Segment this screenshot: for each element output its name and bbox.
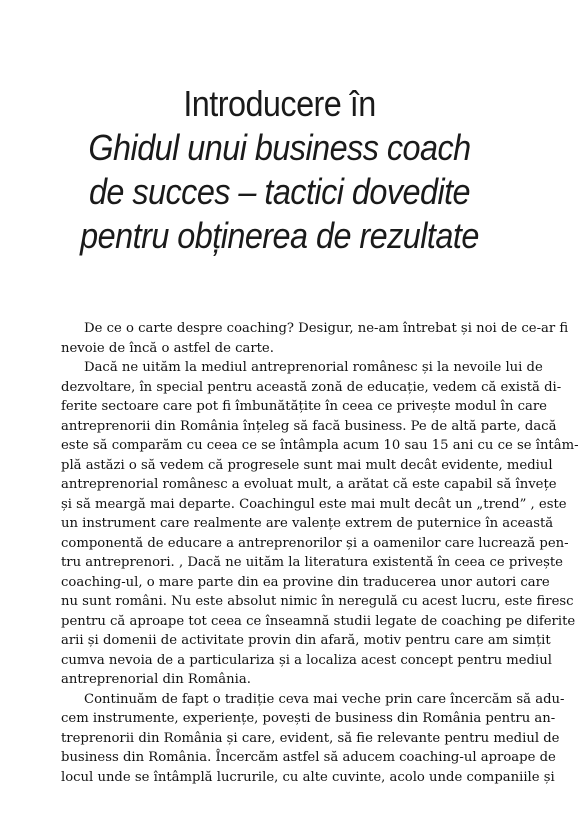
chapter-title-line-4: pentru obținerea de rezultate [80, 215, 479, 256]
paragraph-line: un instrument care realmente are valențe extrem de puternice în această [61, 516, 554, 531]
paragraph-line: arii și domenii de activitate provin din afară, motiv pentru care am simțit [61, 633, 551, 648]
paragraph-line: nevoie de încă o astfel de carte. [61, 340, 274, 356]
paragraph-line: treprenorii din România și care, evident, să fie relevante pentru mediul de [61, 730, 560, 746]
paragraph-line: De ce o carte despre coaching? Desigur, ne-am întrebat și noi de ce-ar fi [84, 321, 569, 336]
paragraph-line: Continuăm de fapt o tradiție ceva mai veche prin care încercăm să adu- [84, 691, 565, 707]
paragraph-line: coaching-ul, o mare parte din ea provine din traducerea unor autori care [61, 574, 550, 590]
paragraph-line: componentă de educare a antreprenorilor și a oamenilor care lucrează pen- [61, 535, 569, 551]
paragraph-line: cumva nevoia de a particulariza și a localiza acest concept pentru mediul [61, 652, 552, 668]
paragraph-line: plă astăzi o să vedem că progresele sunt mai mult decât evidente, mediul [61, 457, 553, 473]
paragraph-line: antreprenorii din România înțeleg să facă business. Pe de altă parte, dacă [61, 418, 557, 434]
body-text [61, 319, 579, 787]
paragraph-line: ferite sectoare care pot fi îmbunătățite în ceea ce privește modul în care [61, 399, 547, 414]
paragraph-line: antreprenorial din România. [61, 672, 251, 687]
paragraph-line: Dacă ne uităm la mediul antreprenorial românesc și la nevoile lui de [84, 360, 543, 375]
chapter-title [0, 82, 559, 258]
paragraph-line: este să comparăm cu ceea ce se întâmpla acum 10 sau 15 ani cu ce se întâm- [61, 438, 579, 453]
chapter-title-line-1: Introducere în [183, 83, 376, 124]
paragraph-line: dezvoltare, în special pentru această zonă de educație, vedem că există di- [61, 379, 562, 395]
chapter-title-line-2: Ghidul unui business coach [88, 127, 471, 168]
paragraph-line: nu sunt români. Nu este absolut nimic în neregulă cu acest lucru, este firesc [61, 594, 574, 609]
paragraph-line: business din România. Încercăm astfel să aducem coaching-ul aproape de [61, 750, 556, 765]
paragraph-line: antreprenorial românesc a evoluat mult, a arătat că este capabil să învețe [61, 477, 557, 492]
paragraph-line: cem instrumente, experiențe, povești de business din România pentru an- [61, 711, 556, 726]
paragraph-line: locul unde se întâmplă lucrurile, cu alte cuvinte, acolo unde companiile și [61, 769, 555, 785]
paragraph-line: pentru că aproape tot ceea ce înseamnă studii legate de coaching pe diferite [61, 613, 576, 629]
chapter-title-line-3: de succes – tactici dovedite [88, 171, 471, 212]
paragraph-line: și să meargă mai departe. Coachingul este mai mult decât un „trend” , este [61, 496, 567, 512]
paragraph-line: tru antreprenori. , Dacă ne uităm la literatura existentă în ceea ce privește [61, 555, 563, 570]
